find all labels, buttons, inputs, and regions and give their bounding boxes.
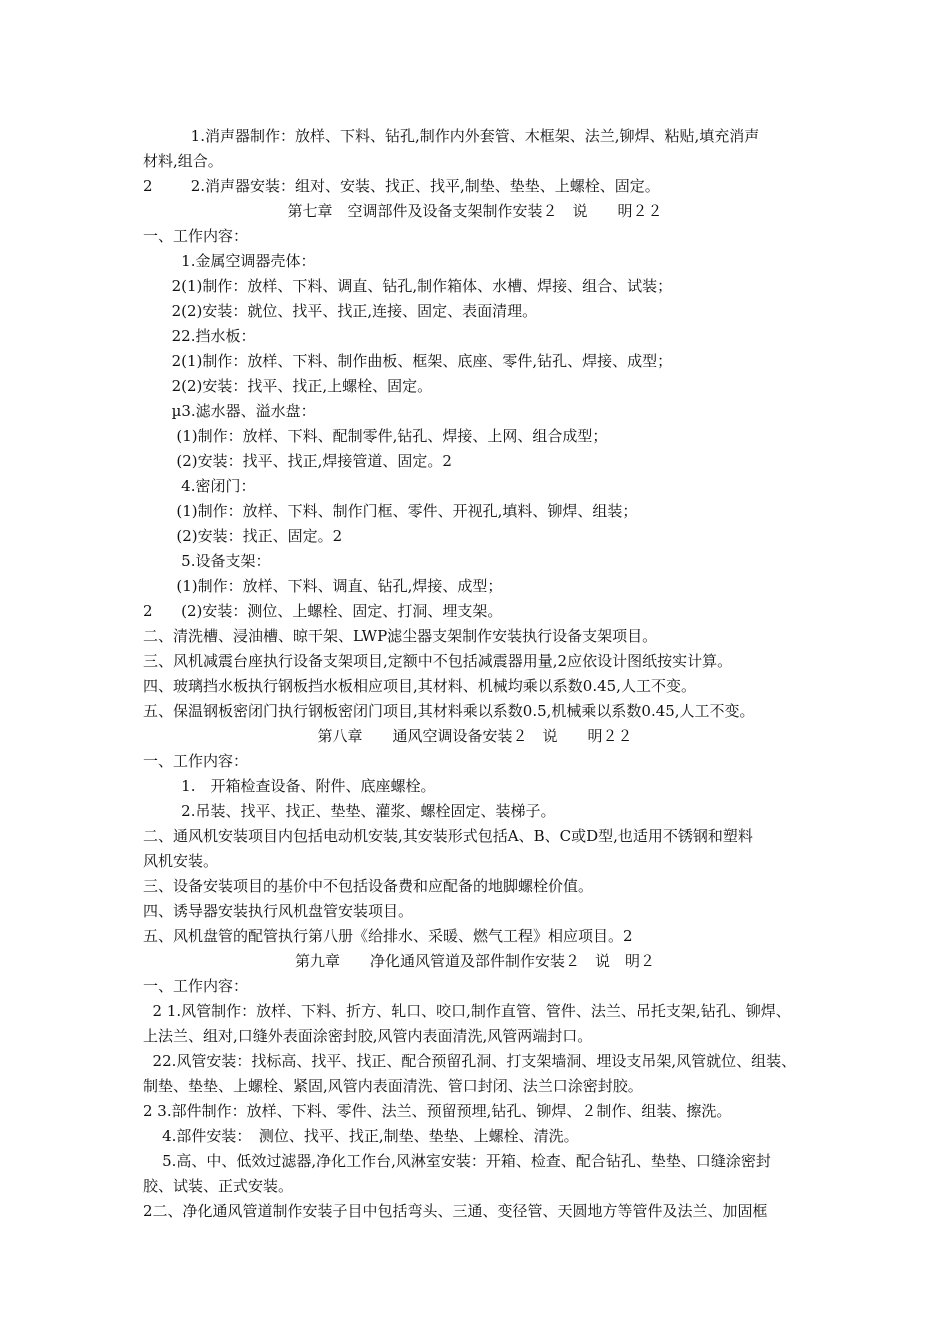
text-line: 2.吊装、找平、找正、垫垫、灌浆、螺栓固定、装梯子。 <box>143 802 556 820</box>
text-line: 三、风机减震台座执行设备支架项目,定额中不包括减震器用量,2应依设计图纸按实计算。 <box>143 652 733 670</box>
chapter-heading: 第八章 通风空调设备安装２ 说 明２２ <box>317 727 633 745</box>
text-line: 2(1)制作：放样、下料、调直、钻孔,制作箱体、水槽、焊接、组合、试装； <box>143 277 673 295</box>
text-line: 2(1)制作：放样、下料、制作曲板、框架、底座、零件,钻孔、焊接、成型； <box>143 352 673 370</box>
text-line: 五、风机盘管的配管执行第八册《给排水、采暖、燃气工程》相应项目。2 <box>143 927 633 945</box>
section-heading: 一、工作内容： <box>143 227 249 245</box>
text-line: 1. 开箱检查设备、附件、底座螺栓。 <box>143 777 436 795</box>
text-line: µ3.滤水器、溢水盘： <box>143 402 316 420</box>
text-line: (1)制作：放样、下料、调直、钻孔,焊接、成型； <box>143 577 503 595</box>
text-line: (2)安装：找平、找正,焊接管道、固定。2 <box>143 452 452 470</box>
text-line: 胶、试装、正式安装。 <box>143 1177 294 1195</box>
text-line: 5.高、中、低效过滤器,净化工作台,风淋室安装：开箱、检查、配合钻孔、垫垫、口缝涂密封 <box>143 1152 771 1170</box>
text-line: 2二、净化通风管道制作安装子目中包括弯头、三通、变径管、天圆地方等管件及法兰、加固框 <box>143 1202 768 1220</box>
text-line: 22.挡水板： <box>143 327 256 345</box>
text-line: 三、设备安装项目的基价中不包括设备费和应配备的地脚螺栓价值。 <box>143 877 594 895</box>
section-heading: 一、工作内容： <box>143 752 249 770</box>
text-line: (2)安装：找正、固定。2 <box>143 527 343 545</box>
text-line: 1.金属空调器壳体： <box>143 252 316 270</box>
text-line: 2(2)安装：就位、找平、找正,连接、固定、表面清理。 <box>143 302 538 320</box>
text-line: 二、清洗槽、浸油槽、晾干架、LWP滤尘器支架制作安装执行设备支架项目。 <box>143 627 658 645</box>
text-line: 四、玻璃挡水板执行钢板挡水板相应项目,其材料、机械均乘以系数0.45,人工不变。 <box>143 677 696 695</box>
text-line: 风机安装。 <box>143 852 219 870</box>
text-line: 2 (2)安装：测位、上螺栓、固定、打洞、埋支架。 <box>143 602 503 620</box>
text-line: 五、保温钢板密闭门执行钢板密闭门项目,其材料乘以系数0.5,机械乘以系数0.45,人工不变。 <box>143 702 755 720</box>
text-line: 4.密闭门： <box>143 477 256 495</box>
chapter-heading: 第九章 净化通风管道及部件制作安装２ 说 明２ <box>294 952 655 970</box>
text-line: 4.部件安装： 测位、找平、找正,制垫、垫垫、上螺栓、清洗。 <box>143 1127 579 1145</box>
section-heading: 一、工作内容： <box>143 977 249 995</box>
text-line: 2(2)安装：找平、找正,上螺栓、固定。 <box>143 377 433 395</box>
text-line: (1)制作：放样、下料、配制零件,钻孔、焊接、上网、组合成型； <box>143 427 608 445</box>
text-line: 材料,组合。 <box>143 152 223 170</box>
text-line: 5.设备支架： <box>143 552 271 570</box>
text-line: 2 2.消声器安装：组对、安装、找正、找平,制垫、垫垫、上螺栓、固定。 <box>143 177 660 195</box>
text-line: 二、通风机安装项目内包括电动机安装,其安装形式包括A、B、C或D型,也适用不锈钢和塑料 <box>143 827 753 845</box>
text-line: 1.消声器制作：放样、下料、钻孔,制作内外套管、木框架、法兰,铆焊、粘贴,填充消声 <box>143 127 760 145</box>
text-line: 制垫、垫垫、上螺栓、紧固,风管内表面清洗、管口封闭、法兰口涂密封胶。 <box>143 1077 643 1095</box>
text-line: 2 1.风管制作：放样、下料、折方、轧口、咬口,制作直管、管件、法兰、吊托支架,钻孔、铆焊、 <box>143 1002 791 1020</box>
text-line: 四、诱导器安装执行风机盘管安装项目。 <box>143 902 414 920</box>
text-line: 上法兰、组对,口缝外表面涂密封胶,风管内表面清洗,风管两端封口。 <box>143 1027 593 1045</box>
text-line: 22.风管安装：找标高、找平、找正、配合预留孔洞、打支架墙洞、埋设支吊架,风管就位、组装、 <box>143 1052 797 1070</box>
text-line: 2 3.部件制作：放样、下料、零件、法兰、预留预埋,钻孔、铆焊、２制作、组装、擦洗。 <box>143 1102 732 1120</box>
chapter-heading: 第七章 空调部件及设备支架制作安装２ 说 明２２ <box>287 202 663 220</box>
text-line: (1)制作：放样、下料、制作门框、零件、开视孔,填料、铆焊、组装； <box>143 502 638 520</box>
